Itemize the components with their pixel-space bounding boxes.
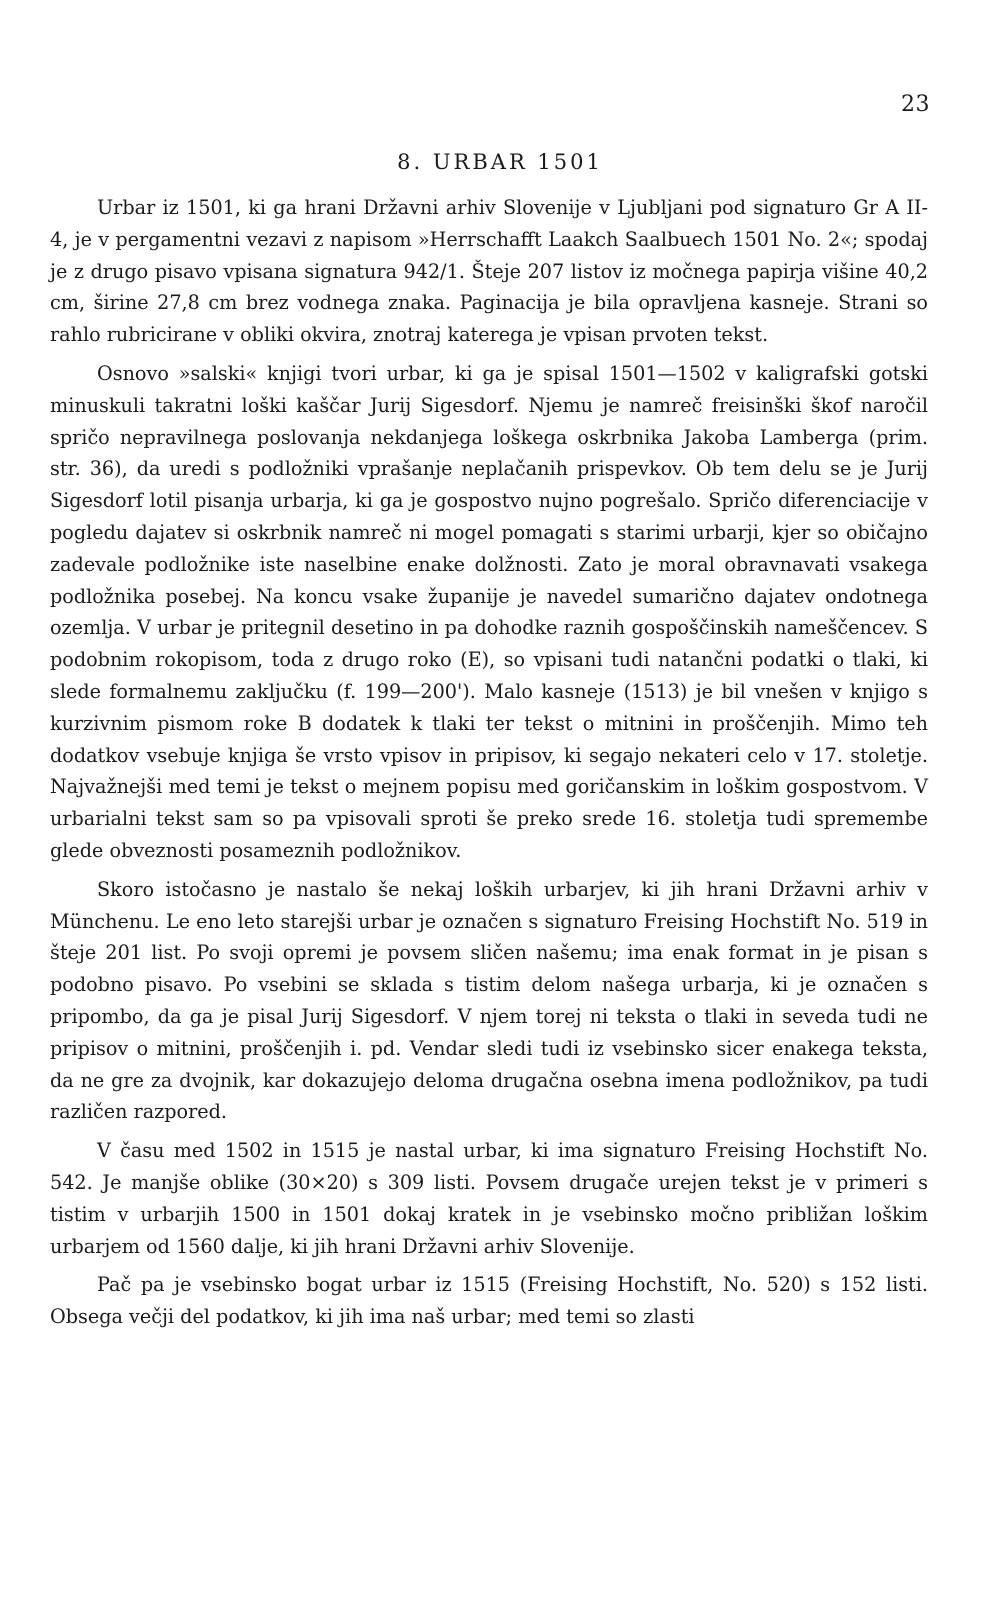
paragraph: Urbar iz 1501, ki ga hrani Državni arhiv Slovenije v Ljubljani pod signaturo Gr A II-4, je v pergamentni vezavi z napisom »Herrschafft Laakch Saalbuech 1501 No. 2«; spodaj je z drugo pisavo vpisana signatura 942/1. Šteje 207 listov iz močnega papirja višine 40,2 cm, širine 27,8 cm brez vodnega znaka. Paginacija je bila opravljena kasneje. Strani so rahlo rubricirane v obliki okvira, znotraj katerega je vpisan prvoten tekst.: [50, 196, 928, 347]
paragraph: Skoro istočasno je nastalo še nekaj loških urbarjev, ki jih hrani Državni arhiv v Münchenu. Le eno leto starejši urbar je označen s signaturo Freising Hochstift No. 519 in šteje 201 list. Po svoji opremi je povsem sličen našemu; ima enak format in je pisan s podobno pisavo. Po vsebini se sklada s tistim delom našega urbarja, ki je označen s pripombo, da ga je pisal Jurij Sigesdorf. V njem torej ni teksta o tlaki in seveda tudi ne pripisov o mitnini, proščenjih i. pd. Vendar sledi tudi iz vsebinsko sicer enakega teksta, da ne gre za dvojnik, kar dokazujejo deloma drugačna osebna imena podložnikov, pa tudi različen razpored.: [50, 877, 928, 1124]
body-text: [50, 192, 928, 1333]
paragraph: Osnovo »salski« knjigi tvori urbar, ki ga je spisal 1501—1502 v kaligrafski gotski minuskuli takratni loški kaščar Jurij Sigesdorf. Njemu je namreč freisinški škof naročil spričo nepravilnega poslovanja nekdanjega loškega oskrbnika Jakoba Lamberga (prim. str. 36), da uredi s podložniki vprašanje neplačanih prispevkov. Ob tem delu se je Jurij Sigesdorf lotil pisanja urbarja, ki ga je gospostvo nujno pogrešalo. Spričo diferenciacije v pogledu dajatev si oskrbnik namreč ni mogel pomagati s starimi urbarji, kjer so običajno zadevale podložnike iste naselbine enake dolžnosti. Zato je moral obravnavati vsakega podložnika posebej. Na koncu vsake županije je navedel sumarično dajatev ondotnega ozemlja. V urbar je pritegnil desetino in pa dohodke raznih gospoščinskih nameščencev. S podobnim rokopisom, toda z drugo roko (E), so vpisani tudi natančni podatki o tlaki, ki slede formalnemu zaključku (f. 199—200'). Malo kasneje (1513) je bil vnešen v knjigo s kurzivnim pismom roke B dodatek k tlaki ter tekst o mitnini in proščenjih. Mimo teh dodatkov vsebuje knjiga še vrsto vpisov in pripisov, ki segajo nekateri celo v 17. stoletje. Najvažnejši med temi je tekst o mejnem popisu med goričanskim in loškim gospostvom. V urbarialni tekst sam so pa vpisovali sproti še preko srede 16. stoletja tudi spremembe glede obveznosti posameznih podložnikov.: [50, 361, 928, 862]
paragraph: Pač pa je vsebinsko bogat urbar iz 1515 (Freising Hochstift, No. 520) s 152 listi. Obsega večji del podatkov, ki jih ima naš urbar; med temi so zlasti: [50, 1273, 928, 1329]
paragraph: V času med 1502 in 1515 je nastal urbar, ki ima signaturo Freising Hochstift No. 542. Je manjše oblike (30×20) s 309 listi. Povsem drugače urejen tekst je v primeri s tistim v urbarjih 1500 in 1501 dokaj kratek in je vsebinsko močno približan loškim urbarjem od 1560 dalje, ki jih hrani Državni arhiv Slovenije.: [50, 1139, 928, 1258]
page-number: 23: [901, 92, 930, 117]
section-heading: 8. URBAR 1501: [397, 150, 603, 174]
